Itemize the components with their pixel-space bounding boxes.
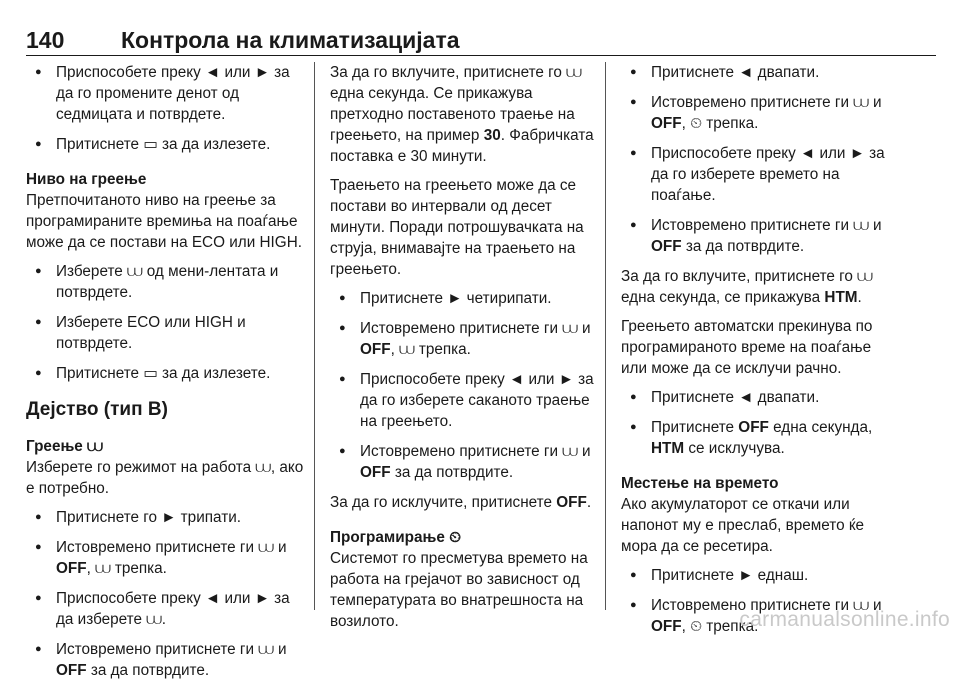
section-heading: Местење на времето [621,475,779,492]
text: една секунда, [768,419,873,436]
off-button-label: OFF [651,115,682,132]
list-item: ● Притиснете го ► трипати. [26,507,304,528]
list-item [26,639,304,681]
column-3 [621,62,891,646]
list-item: ● Приспособете преку ◄ или ► за да го промените денот од седмицата и потврдете. [26,62,304,125]
text: , ⩊ трепка. [86,560,167,577]
section-heading: Програмирање ⏲ [330,529,462,546]
header-rule [26,55,936,56]
list-item: ● Приспособете преку ◄ или ► за да го изберете времето на поаѓање. [621,143,891,206]
list-item: ● Приспособете преку ◄ или ► за да изберете ⩊. [26,588,304,630]
off-button-label: OFF [360,464,391,481]
paragraph [621,266,891,308]
off-button-label: OFF [56,662,87,679]
text: , ⏲ трепка. [681,115,759,132]
text: Истовремено притиснете ги ⩊ и [651,94,882,111]
text: , ⩊ трепка. [390,341,471,358]
list-item [330,318,598,360]
htm-label: HTM [824,289,858,306]
page-title: Контрола на климатизацијата [121,27,460,53]
text: За да го вклучите, притиснете го ⩊ една секунда. Се прикажува претходно поставеното траење на греењето, на пример [330,64,582,144]
list-item [621,215,891,257]
list-item: ● Притиснете ◄ двапати. [621,62,891,83]
list-item [621,417,891,459]
text: Истовремено притиснете ги ⩊ и [360,443,591,460]
section-heading-large: Дејство (тип B) [26,399,168,420]
paragraph: Траењето на греењето може да се постави во интервали од десет минути. Поради потрошувачката на струја, внимавајте на траењето на греењето. [330,177,584,278]
list-item: ● Изберете ECO или HIGH и потврдете. [26,312,304,354]
text: се исклучува. [684,440,785,457]
watermark: carmanualsonline.info [739,608,950,631]
paragraph: Ако акумулаторот се откачи или напонот му е преслаб, времето ќе мора да се ресетира. [621,496,865,555]
text: за да потврдите. [86,662,210,679]
list-item [330,441,598,483]
paragraph [330,492,598,513]
duration-value: 30 [483,127,501,144]
text: за да потврдите. [390,464,514,481]
htm-label: HTM [651,440,685,457]
column-divider [605,62,606,610]
list-item: ● Притиснете ► четирипати. [330,288,598,309]
text: За да го вклучите, притиснете го ⩊ една секунда, се прикажува [621,268,873,306]
text: . Фабричката поставка е 30 минути. [330,127,594,165]
paragraph: Греењето автоматски прекинува по програмираното време на поаѓање или може да се исклучи рачно. [621,318,873,377]
list-item: ● Притиснете ► еднаш. [621,565,891,586]
column-divider [314,62,315,610]
text: Истовремено притиснете ги ⩊ и [360,320,591,337]
list-item: ● Приспособете преку ◄ или ► за да го изберете саканото траење на греењето. [330,369,598,432]
list-item: ● Изберете ⩊ од мени-лентата и потврдете. [26,261,304,303]
text: Истовремено притиснете ги ⩊ и [651,217,882,234]
text: Истовремено притиснете ги ⩊ и [651,597,882,614]
list-item [26,537,304,579]
off-button-label: OFF [556,494,587,511]
page-header [26,26,936,54]
section-heading: Греење ⩊ [26,438,103,455]
page-number: 140 [26,27,65,53]
column-2 [330,62,598,640]
list-item [621,92,891,134]
text: Истовремено притиснете ги ⩊ и [56,539,287,556]
paragraph: Системот го пресметува времето на работа на грејачот во зависност од температурата во внатрешноста на возилото. [330,550,588,630]
off-button-label: OFF [651,238,682,255]
list-item: ● Притиснете ◄ двапати. [621,387,891,408]
text: . [857,289,862,306]
off-button-label: OFF [360,341,391,358]
section-heading: Ниво на греење [26,171,147,188]
paragraph: Претпочитаното ниво на греење за програмираните времиња на поаѓање може да се постави на ECO или HIGH. [26,192,302,251]
text: Притиснете [651,419,739,436]
text: . [586,494,592,511]
text: За да го исклучите, притиснете [330,494,557,511]
list-item: ● Притиснете ▭ за да излезете. [26,363,304,384]
off-button-label: OFF [738,419,769,436]
column-1 [26,62,304,690]
text: Истовремено притиснете ги ⩊ и [56,641,287,658]
text: , ⏲ трепка. [681,618,759,635]
off-button-label: OFF [651,618,682,635]
paragraph [330,62,598,167]
off-button-label: OFF [56,560,87,577]
list-item: ● Притиснете ▭ за да излезете. [26,134,304,155]
paragraph: Изберете го режимот на работа ⩊, ако е потребно. [26,459,304,497]
text: за да потврдите. [681,238,805,255]
